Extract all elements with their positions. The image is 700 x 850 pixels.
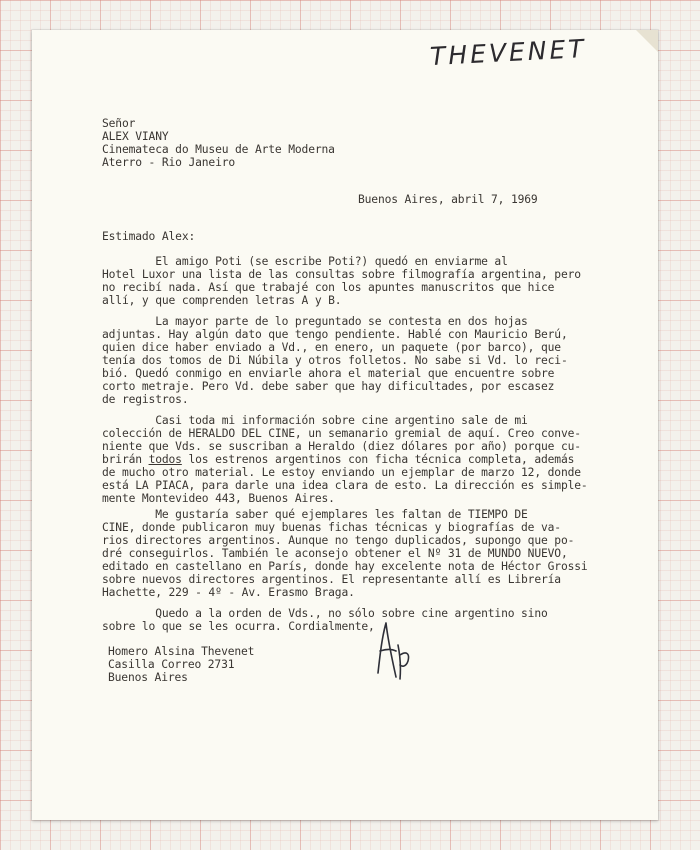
greeting: Estimado Alex: <box>102 230 196 243</box>
text-line: mente Montevideo 443, Buenos Aires. <box>102 492 335 505</box>
text-line: quien dice haber enviado a Vd., en enero, un paquete (por barco), que <box>102 341 561 354</box>
text-line: Me gustaría saber qué ejemplares les faltan de TIEMPO DE <box>102 508 528 521</box>
text-line: de registros. <box>102 393 189 406</box>
handwritten-signature <box>352 615 412 685</box>
text-line <box>102 453 574 466</box>
text-segment: brirán <box>102 453 149 466</box>
text-line: sobre lo que se les ocurra. Cordialmente, <box>102 620 375 633</box>
sender-city: Buenos Aires <box>108 671 188 684</box>
text-line: tenía dos tomos de Di Núbila y otros folletos. No sabe si Vd. lo reci- <box>102 354 568 367</box>
text-line: CINE, donde publicaron muy buenas fichas técnicas y biografías de va- <box>102 521 561 534</box>
recipient-address: Aterro - Rio Janeiro <box>102 156 236 169</box>
recipient-name: ALEX VIANY <box>102 130 169 143</box>
handwritten-annotation: THEVENET <box>429 33 588 72</box>
text-line: Hotel Luxor una lista de las consultas sobre filmografía argentina, pero <box>102 268 581 281</box>
text-line: colección de HERALDO DEL CINE, un semanario gremial de aquí. Creo conve- <box>102 427 581 440</box>
folded-corner <box>636 30 658 52</box>
text-line: dré conseguirlos. También le aconsejo obtener el Nº 31 de MUNDO NUEVO, <box>102 547 568 560</box>
text-line: de mucho otro material. Le estoy enviando un ejemplar de marzo 12, donde <box>102 466 581 479</box>
underlined-word: todos <box>148 453 182 466</box>
text-line: Casi toda mi información sobre cine argentino sale de mi <box>102 414 528 427</box>
text-segment: los estrenos argentinos con ficha técnica completa, además <box>181 453 575 466</box>
text-line: editado en castellano en París, donde hay excelente nota de Héctor Grossi <box>102 560 588 573</box>
sender-box: Casilla Correo 2731 <box>108 658 235 671</box>
text-line: sobre nuevos directores argentinos. El representante allí es Librería <box>102 573 561 586</box>
text-line: La mayor parte de lo preguntado se contesta en dos hojas <box>102 315 528 328</box>
sender-name: Homero Alsina Thevenet <box>108 645 255 658</box>
text-line: no recibí nada. Así que trabajé con los apuntes manuscritos que hice <box>102 281 555 294</box>
text-line: niente que Vds. se suscriban a Heraldo (diez dólares por año) porque cu- <box>102 440 581 453</box>
text-line: está LA PIACA, para darle una idea clara de esto. La dirección es simple- <box>102 479 588 492</box>
text-line: El amigo Poti (se escribe Poti?) quedó en enviarme al <box>102 255 508 268</box>
text-line: Quedo a la orden de Vds., no sólo sobre cine argentino sino <box>102 607 548 620</box>
text-line: adjuntas. Hay algún dato que tengo pendiente. Hablé con Mauricio Berú, <box>102 328 568 341</box>
text-line: rios directores argentinos. Aunque no tengo duplicados, supongo que po- <box>102 534 575 547</box>
text-line: allí, y que comprenden letras A y B. <box>102 294 342 307</box>
recipient-title: Señor <box>102 117 136 130</box>
text-line: bió. Quedó conmigo en enviarle ahora el material que encuentre sobre <box>102 367 555 380</box>
text-line: corto metraje. Pero Vd. debe saber que hay dificultades, por escasez <box>102 380 555 393</box>
recipient-institution: Cinemateca do Museu de Arte Moderna <box>102 143 335 156</box>
place-date: Buenos Aires, abril 7, 1969 <box>358 193 538 206</box>
text-line: Hachette, 229 - 4º - Av. Erasmo Braga. <box>102 586 355 599</box>
